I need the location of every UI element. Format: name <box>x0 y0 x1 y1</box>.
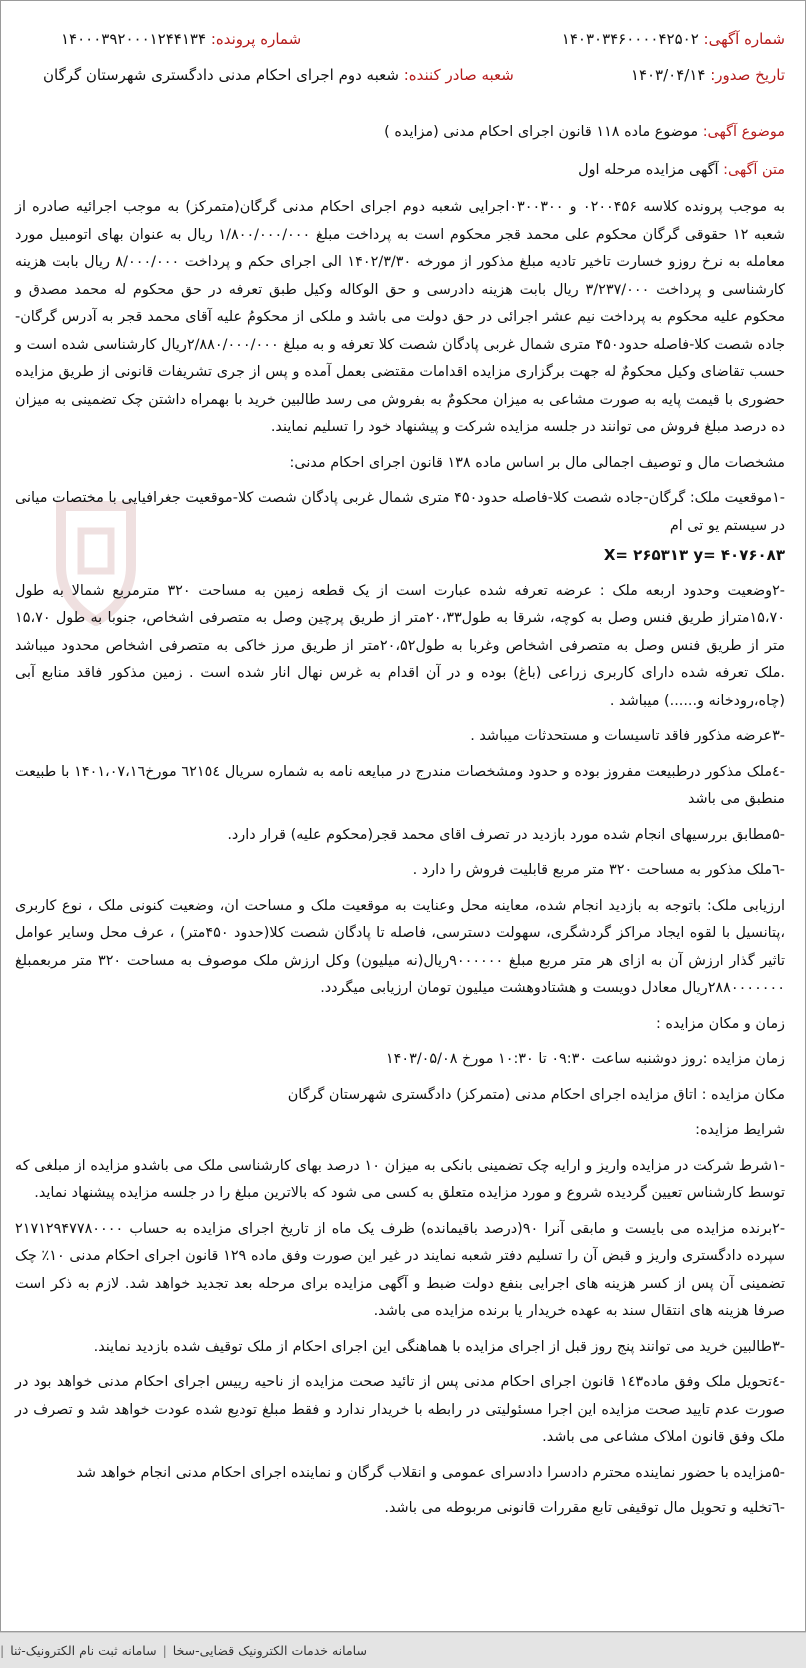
notice-body <box>15 119 785 1531</box>
sakha-link[interactable]: سامانه خدمات الکترونیک قضایی-سخا <box>172 1643 367 1658</box>
item-6-saleable: -٦ملک مذکور به مساحت ۳۲۰ متر مربع قابلیت فروش را دارد . <box>412 862 785 878</box>
notice-header <box>21 21 785 93</box>
footer-separator-end: | <box>0 1643 5 1658</box>
case-number <box>61 30 301 48</box>
item-1-location: -۱موقعیت ملک: گرگان-جاده شصت کلا-فاصله حدود۴۵۰ متری شمال غربی پادگان شصت کلا-موقعیت جغرافیایی با مختصات میانی در سیستم یو تی ام <box>15 490 785 534</box>
intro-paragraph: به موجب پرونده کلاسه ۰۲۰۰۴۵۶ و ۰۳۰۰۳۰۰اجرایی شعبه دوم اجرای احکام مدنی گرگان(متمرکز) به موجب اجرائیه صادره از شعبه ۱۲ حقوقی گرگان محکوم علی محمد قجر محکوم است به پرداخت مبلغ ۱/۸۰۰/۰۰۰/۰۰۰ ریال به عنوان بهای اتومبیل مورد معامله به نرخ روزو خسارت تاخیر تادیه مبلغ مذکور از مورخه ۱۴۰۲/۳/۳۰ الی اجرای حکم و پرداخت ۸/۰۰۰/۰۰۰ ریال بابت هزینه کارشناسی و پرداخت ۳/۲۳۷/۰۰۰ ریال بابت هزینه دادرسی و حق الوکاله وکیل طبق تعرفه در حق محکوم له محمد مصدق و محکوم علیه محکوم به پرداخت نیم عشر اجرائی در حق دولت می باشد و ملکی از محکومُ علیه آقای محمد قجر به آدرس گرگان-جاده شصت کلا-فاصله حدود۴۵۰ متری شمال غربی پادگان شصت کلا تعرفه و به مبلغ ۲/۸۸۰/۰۰۰/۰۰۰ریال کارشناسی شده است و حسب تقاضای وکیل محکومٌ له جهت برگزاری مزایده اقدامات مقتضی بعمل آمده و پس از جری تشریفات قانونی از طریق مزایده حضوری با قیمت پایه به صورت مشاعی به میزان محکومٌ به بفروش می رسد طالبین خرید با بهمراه داشتن چک تضمینی به میزان ده درصد مبلغ فروش می توانند در جلسه مزایده شرکت و پیشنهاد خود را تسلیم نمایند. <box>15 199 786 435</box>
topic-label: موضوع آگهی: <box>702 124 785 140</box>
item-2-text: -۲وضعیت وحدود اربعه ملک : عرضه تعرفه شده عبارت است از یک قطعه زمین به مساحت ۳۲۰ مترمربع شمالا به طول ۱۵،۷۰متراز طریق فنس وصل به کوچه، شرقا به طول۲۰،۳۳متر از طریق پرچین وصل به متصرفی اشخاص، جنوبا به طول ۱۵،۷۰ متر از طریق فنس وصل به متصرفی اشخاص وغربا به طول۲۰،۵۲متر از طریق مرز خاکی به متصرفی اشخاص محدود میباشد .ملک تعرفه شده دارای کاربری زراعی (باغ) بوده و در آن اقدام به غرس نهال انار شده است . زمین مذکور فاقد منابع آبی (چاه،رودخانه و <box>15 582 786 709</box>
item-2-end: ) میباشد . <box>609 692 670 709</box>
topic-line <box>15 119 785 147</box>
issuer <box>43 66 514 84</box>
issuer-label: شعبه صادر کننده: <box>403 66 514 84</box>
condition-5: -۵مزایده با حضور نماینده محترم دادسرا دادسرای عمومی و انقلاب گرگان و نماینده اجرای احکام مدنی انجام خواهد شد <box>76 1464 785 1481</box>
conditions-heading: شرایط مزایده: <box>695 1122 785 1138</box>
condition-4: -٤تحویل ملک وفق ماده۱٤۳ قانون اجرای احکام مدنی پس از تائید صحت مزایده از ناحیه رییس اجرای احکام مدنی خواهد بود در صورت عدم تایید صحت مزایده این اجرا مسئولیتی در رابطه با خریدار ندارد و فقط مبلغ تودیع شده عودت خواهد شد و تصرف در ملک وفق قانون املاک مشاعی می باشد. <box>15 1374 785 1445</box>
footer-separator: | <box>162 1643 167 1658</box>
issuer-value: شعبه دوم اجرای احکام مدنی دادگستری شهرستان گرگان <box>43 66 399 84</box>
issue-date-label: تاریخ صدور: <box>710 66 785 84</box>
condition-1: -۱شرط شرکت در مزایده واریز و ارایه چک تضمینی بانکی به میزان ۱۰ درصد بهای کارشناسی ملک می باشدو مزایده از مبلغی که توسط کارشناس تعیین گردیده شروع و مورد مزایده متعلق به کسی می شود که بالاترین مبلغ را در جلسه مزایده پیشنهاد نماید. <box>15 1157 785 1201</box>
time-place-heading: زمان و مکان مزایده : <box>655 1015 785 1032</box>
ad-number <box>562 30 785 48</box>
valuation-paragraph: ارزیابی ملک: باتوجه به بازدید انجام شده، معاینه محل وعنایت به موقعیت ملک و مساحت ان، وضعیت کنونی ملک ، نوع کاربری ،پتانسیل با لقوه ایجاد مراکز گردشگری، سهولت دسترسی، فاصله تا پادگان شصت کلا(حدود ۴۵۰متر) ، عرف محل وسایر عوامل تاثیر گذار ارزش آن به ازای هر متر مربع مبلغ ۹۰۰۰۰۰۰ریال(نه میلیون) وکل ارزش ملک موصوف به مساحت ۳۲۰ متر مربعمبلغ ۲۸۸۰۰۰۰۰۰۰ریال معادل دویست و هشتادوهشت میلیون تومان ارزیابی میگردد. <box>15 897 785 996</box>
issue-date-value: ۱۴۰۳/۰۴/۱۴ <box>630 66 706 84</box>
item-5-possession: -۵مطابق بررسیهای انجام شده مورد بازدید در تصرف اقای محمد قجر(محکوم علیه) قرار دارد. <box>227 826 785 843</box>
condition-3: -۳طالبین خرید می توانند پنج روز قبل از اجرای مزایده با هماهنگی این اجرای احکام از ملک توقیف شده بازدید نمایند. <box>93 1338 785 1355</box>
condition-6: -٦تخلیه و تحویل مال توقیفی تابع مقررات قانونی مربوطه می باشد. <box>384 1500 785 1516</box>
header-row-2 <box>21 57 785 93</box>
footer-bar <box>0 1632 806 1668</box>
case-number-value: ۱۴۰۰۰۳۹۲۰۰۰۱۲۴۴۱۳۴ <box>61 30 207 48</box>
issue-date <box>631 66 785 84</box>
ad-number-value: ۱۴۰۳۰۳۴۶۰۰۰۰۴۲۵۰۲ <box>561 30 699 48</box>
body-title-label: متن آگهی: <box>723 161 785 178</box>
auction-time: زمان مزایده :روز دوشنبه ساعت ۰۹:۳۰ تا ۱۰:۳۰ مورخ ۱۴۰۳/۰۵/۰۸ <box>385 1051 785 1067</box>
ad-number-label: شماره آگهی: <box>703 30 785 48</box>
body-title-line <box>15 157 785 185</box>
item-3-facilities: -۳عرضه مذکور فاقد تاسیسات و مستحدثات میباشد . <box>470 728 785 744</box>
item-2-boundaries <box>15 578 785 716</box>
item-4-deed: -٤ملک مذکور درطبیعت مفروز بوده و حدود ومشخصات مندرج در مبایعه نامه به شماره سریال ٦٢١٥٤ مورخ۱۴۰۱،۰۷،۱٦ با طبیعت منطبق می باشد <box>15 763 785 807</box>
item-2-dots: ...... <box>669 692 698 709</box>
utm-coordinates: X= ۲۶۵۳۱۳ y= ۴۰۷۶۰۸۳ <box>603 546 785 564</box>
topic-value: موضوع ماده ۱۱۸ قانون اجرای احکام مدنی (مزایده ) <box>384 124 699 140</box>
sana-link[interactable]: سامانه ثبت نام الکترونیک-ثنا <box>10 1643 157 1658</box>
specs-heading: مشخصات مال و توصیف اجمالی مال بر اساس ماده ۱۳۸ قانون اجرای احکام مدنی: <box>289 454 785 471</box>
case-number-label: شماره پرونده: <box>210 30 302 48</box>
condition-2: -۲برنده مزایده می بایست و مابقی آنرا ۹۰(درصد باقیمانده) ظرف یک ماه از تاریخ اجرای مزایده به حساب ۲۱۷۱۲۹۴۷۷۸۰۰۰۰ سپرده دادگستری واریز و قبض آن را تسلیم دفتر شعبه نمایند در غیر این صورت وفق ماده ۱۲۹ قانون اجرای احکام مدنی ۱۰٪ چک تضمینی آن پس از کسر هزینه های اجرایی بنفع دولت ضبط و آگهی مزایده برای مرحله بعد تجدید خواهد شد. لازم به ذکر است صرفا هزینه های انتقال سند به عهده خریدار یا برنده مزایده می باشد. <box>15 1220 786 1319</box>
body-title-value: آگهی مزایده مرحله اول <box>578 161 719 178</box>
auction-place: مکان مزایده : اتاق مزایده اجرای احکام مدنی (متمرکز) دادگستری شهرستان گرگان <box>287 1086 785 1103</box>
header-row-1 <box>21 21 785 57</box>
